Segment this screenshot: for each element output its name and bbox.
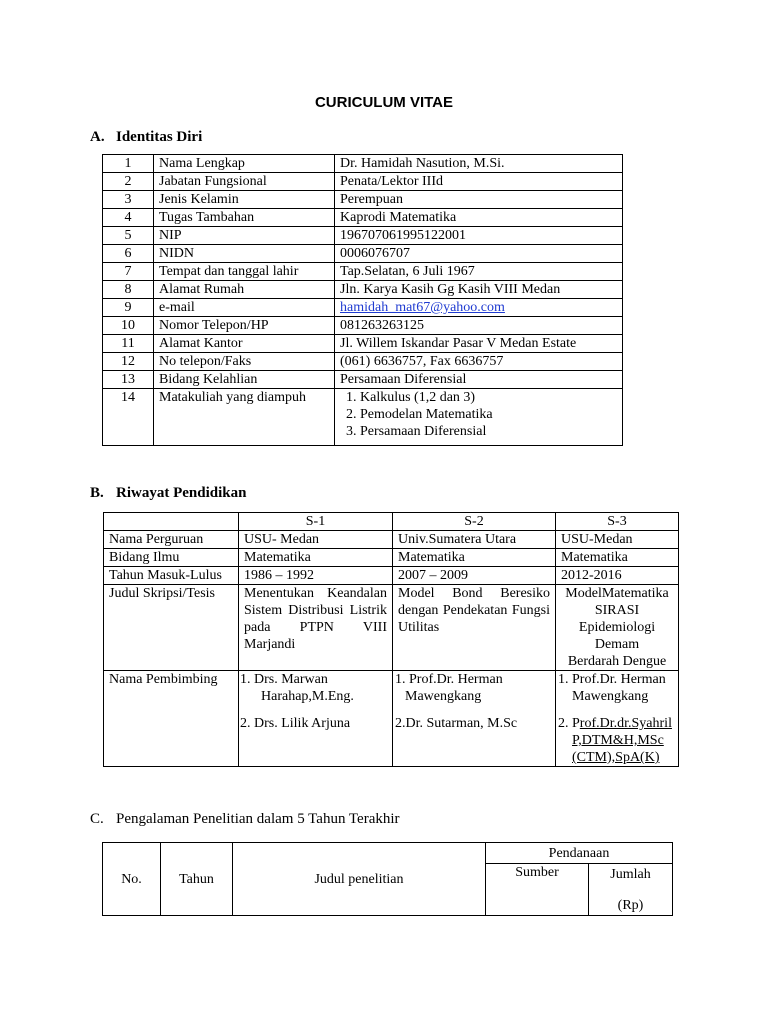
- advisor-line: P,DTM&H,MSc: [572, 733, 664, 748]
- email-link[interactable]: hamidah_mat67@yahoo.com: [340, 300, 505, 315]
- row-value: Dr. Hamidah Nasution, M.Si.: [335, 155, 623, 173]
- header-jumlah-label: Jumlah: [610, 867, 651, 882]
- row-number: 1: [103, 155, 154, 173]
- table-row: [104, 531, 679, 549]
- row-value: Persamaan Diferensial: [335, 371, 623, 389]
- cell-s1: 1986 – 1992: [239, 567, 393, 585]
- row-field: Matakuliah yang diampuh: [154, 389, 335, 446]
- advisor-line: Mawengkang: [405, 689, 482, 704]
- section-a-label: A.: [90, 129, 105, 145]
- advisor-prefix: 2. P: [558, 716, 580, 731]
- row-number: 4: [103, 209, 154, 227]
- header-no: No.: [103, 843, 161, 916]
- table-row: [104, 513, 679, 531]
- header-cell: S-1: [239, 513, 393, 531]
- cell-s1: USU- Medan: [239, 531, 393, 549]
- cell-s2: 2007 – 2009: [393, 567, 556, 585]
- row-value: Jl. Willem Iskandar Pasar V Medan Estate: [335, 335, 623, 353]
- header-cell: S-2: [393, 513, 556, 531]
- row-label: Judul Skripsi/Tesis: [104, 585, 239, 671]
- row-value: (061) 6636757, Fax 6636757: [335, 353, 623, 371]
- table-row: [103, 843, 673, 864]
- header-cell: [104, 513, 239, 531]
- row-field: Nama Lengkap: [154, 155, 335, 173]
- row-label: Bidang Ilmu: [104, 549, 239, 567]
- advisor-line: (CTM),SpA(K): [572, 750, 660, 765]
- table-row: [103, 173, 623, 191]
- header-rp-label: (Rp): [617, 898, 644, 913]
- row-number: 14: [103, 389, 154, 446]
- row-number: 12: [103, 353, 154, 371]
- course-list: [340, 389, 617, 440]
- advisor-name-link: rof.Dr.dr.Syahril: [579, 716, 672, 731]
- row-number: 10: [103, 317, 154, 335]
- list-item: 3. Persamaan Diferensial: [360, 423, 617, 440]
- advisor-line: Mawengkang: [572, 689, 649, 704]
- advisor-line: 2.Dr. Sutarman, M.Sc: [395, 716, 518, 731]
- row-field: NIP: [154, 227, 335, 245]
- table-row: [103, 245, 623, 263]
- row-number: 3: [103, 191, 154, 209]
- row-number: 2: [103, 173, 154, 191]
- advisor-line: 1. Drs. Marwan: [240, 672, 328, 687]
- row-value: 081263263125: [335, 317, 623, 335]
- table-row: [104, 549, 679, 567]
- table-row: [103, 353, 623, 371]
- row-number: 9: [103, 299, 154, 317]
- course-list-cell: [335, 389, 623, 446]
- thesis-line: Epidemiologi Demam: [578, 620, 656, 652]
- table-row: [103, 335, 623, 353]
- cell-s2: [393, 671, 556, 767]
- cell-s3: [556, 585, 679, 671]
- cell-s3: 2012-2016: [556, 567, 679, 585]
- header-judul: Judul penelitian: [233, 843, 486, 916]
- row-number: 7: [103, 263, 154, 281]
- row-number: 5: [103, 227, 154, 245]
- section-a-heading: [90, 128, 202, 146]
- cell-s1: Menentukan Keandalan Sistem Distribusi Listrik pada PTPN VIII Marjandi: [239, 585, 393, 671]
- cell-s3: Matematika: [556, 549, 679, 567]
- header-jumlah: [589, 864, 673, 916]
- table-row: [104, 585, 679, 671]
- row-field: Tempat dan tanggal lahir: [154, 263, 335, 281]
- row-label: Nama Perguruan: [104, 531, 239, 549]
- cell-s2: Matematika: [393, 549, 556, 567]
- advisor-line: 1. Prof.Dr. Herman: [558, 672, 666, 687]
- cell-s3: [556, 671, 679, 767]
- table-row: [103, 155, 623, 173]
- row-number: 13: [103, 371, 154, 389]
- row-value: Perempuan: [335, 191, 623, 209]
- section-c-heading: [90, 810, 400, 828]
- row-value: 0006076707: [335, 245, 623, 263]
- section-c-title: Pengalaman Penelitian dalam 5 Tahun Terakhir: [116, 811, 400, 827]
- advisor-line: [558, 715, 673, 732]
- row-field: Jabatan Fungsional: [154, 173, 335, 191]
- table-row: [103, 191, 623, 209]
- row-label: Nama Pembimbing: [104, 671, 239, 767]
- advisor-line: 2. Drs. Lilik Arjuna: [240, 716, 351, 731]
- row-field: Alamat Kantor: [154, 335, 335, 353]
- row-field: Bidang Kelahlian: [154, 371, 335, 389]
- row-value: Jln. Karya Kasih Gg Kasih VIII Medan: [335, 281, 623, 299]
- table-row: [104, 567, 679, 585]
- table-row: [103, 299, 623, 317]
- advisor-line: 1. Prof.Dr. Herman: [395, 672, 503, 687]
- thesis-line: Berdarah Dengue: [567, 654, 667, 669]
- header-sumber: Sumber: [486, 864, 589, 916]
- section-c-label: C.: [90, 811, 104, 827]
- row-number: 8: [103, 281, 154, 299]
- page-title: CURICULUM VITAE: [314, 94, 454, 111]
- row-value: Tap.Selatan, 6 Juli 1967: [335, 263, 623, 281]
- advisor-line: Harahap,M.Eng.: [261, 689, 354, 704]
- row-field: Alamat Rumah: [154, 281, 335, 299]
- row-value: 196707061995122001: [335, 227, 623, 245]
- row-field: Tugas Tambahan: [154, 209, 335, 227]
- row-value: Kaprodi Matematika: [335, 209, 623, 227]
- section-a-title: Identitas Diri: [116, 129, 203, 145]
- thesis-line: ModelMatematika: [565, 586, 669, 601]
- row-field: No telepon/Faks: [154, 353, 335, 371]
- cell-s2: Univ.Sumatera Utara: [393, 531, 556, 549]
- table-row: [103, 389, 623, 446]
- row-value: [335, 299, 623, 317]
- table-row: [103, 209, 623, 227]
- section-b-label: B.: [90, 485, 104, 501]
- cell-s1: [239, 671, 393, 767]
- row-value: Penata/Lektor IIId: [335, 173, 623, 191]
- row-field: Nomor Telepon/HP: [154, 317, 335, 335]
- table-row: [103, 371, 623, 389]
- list-item: 1. Kalkulus (1,2 dan 3): [360, 389, 617, 406]
- thesis-line: SIRASI: [594, 603, 640, 618]
- section-b-title: Riwayat Pendidikan: [116, 485, 247, 501]
- row-field: e-mail: [154, 299, 335, 317]
- row-number: 6: [103, 245, 154, 263]
- identity-table: [102, 154, 623, 446]
- header-pendanaan: Pendanaan: [486, 843, 673, 864]
- table-row: [103, 263, 623, 281]
- cell-s1: Matematika: [239, 549, 393, 567]
- cell-s3: USU-Medan: [556, 531, 679, 549]
- table-row: [104, 671, 679, 767]
- research-table: [102, 842, 673, 916]
- row-number: 11: [103, 335, 154, 353]
- row-field: Jenis Kelamin: [154, 191, 335, 209]
- table-row: [103, 227, 623, 245]
- table-row: [103, 281, 623, 299]
- table-row: [103, 317, 623, 335]
- row-field: NIDN: [154, 245, 335, 263]
- cell-s2: Model Bond Beresiko dengan Pendekatan Fungsi Utilitas: [393, 585, 556, 671]
- header-cell: S-3: [556, 513, 679, 531]
- list-item: 2. Pemodelan Matematika: [360, 406, 617, 423]
- section-b-heading: [90, 484, 246, 502]
- header-tahun: Tahun: [161, 843, 233, 916]
- row-label: Tahun Masuk-Lulus: [104, 567, 239, 585]
- education-table: [103, 512, 679, 767]
